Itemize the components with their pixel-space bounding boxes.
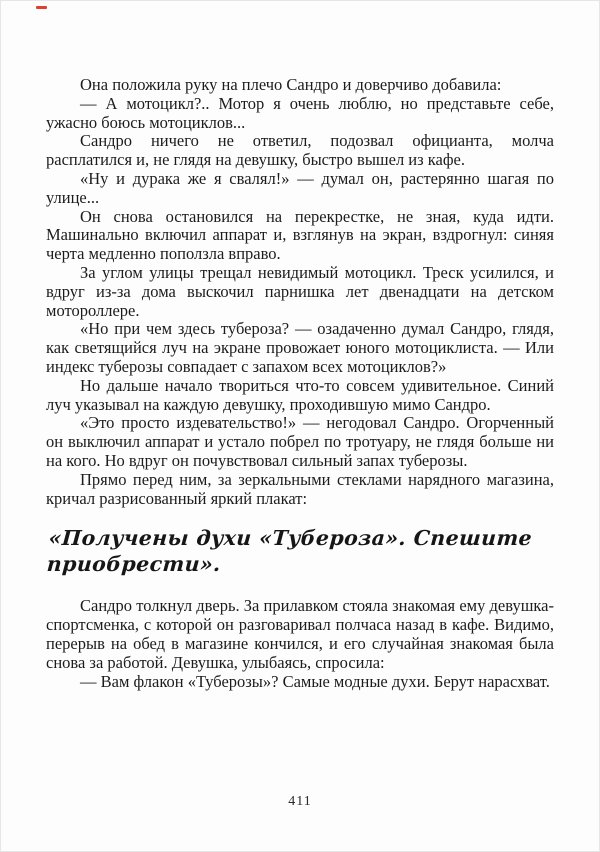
paragraph: За углом улицы трещал невидимый мотоцикл. Треск усилился, и вдруг из-за дома выскочил парнишка лет двенадцати на детском мотороллере. (46, 262, 554, 320)
paragraph: Он снова остановился на перекрестке, не зная, куда идти. Машинально включил аппарат и, взглянув на экран, вздрогнул: синяя черта медленно поползла вправо. (46, 206, 554, 264)
page-number: 411 (288, 794, 312, 809)
scan-artifact-mark (36, 6, 47, 9)
paragraph: Сандро ничего не ответил, подозвал официанта, молча расплатился и, не глядя на девушку, быстро вышел из кафе. (46, 131, 554, 170)
paragraph: Прямо перед ним, за зеркальными стеклами нарядного магазина, кричал разрисованный яркий плакат: (46, 469, 554, 508)
paragraph: «Но при чем здесь тубероза? — озадаченно думал Сандро, глядя, как светящийся луч на экране провожает юного мотоциклиста. — Или индекс туберозы совпадает с запахом всех мотоциклов?» (46, 319, 554, 376)
paragraph-dialogue: — А мотоцикл?.. Мотор я очень люблю, но представьте себе, ужасно боюсь мотоциклов... (46, 93, 554, 132)
paragraph: «Ну и дурака же я свалял!» — думал он, растерянно шагая по улице... (46, 168, 554, 207)
paragraph: Сандро толкнул дверь. За прилавком стояла знакомая ему девушка-спортсменка, с которой он разговаривал полчаса назад в кафе. Видимо, перерыв на обед в магазине кончился, и его случайная знакомая была снова за работой. Девушка, улыбаясь, спросила: (46, 596, 554, 672)
paragraph-dialogue: — Вам флакон «Туберозы»? Самые модные духи. Берут нарасхват. (80, 671, 550, 691)
paragraph: Она положила руку на плечо Сандро и доверчиво добавила: (80, 75, 502, 94)
poster-line: «Получены духи «Тубероза». Спешите приобрести». (46, 526, 533, 577)
text-column (46, 76, 554, 691)
paragraph: Но дальше начало твориться что-то совсем удивительное. Синий луч указывал на каждую девушку, проходившую мимо Сандро. (46, 375, 554, 414)
paragraph: «Это просто издевательство!» — негодовал Сандро. Огорченный он выключил аппарат и устало побрел по тротуару, не глядя больше ни на кого. Но вдруг он почувствовал сильный запах туберозы. (46, 413, 554, 470)
